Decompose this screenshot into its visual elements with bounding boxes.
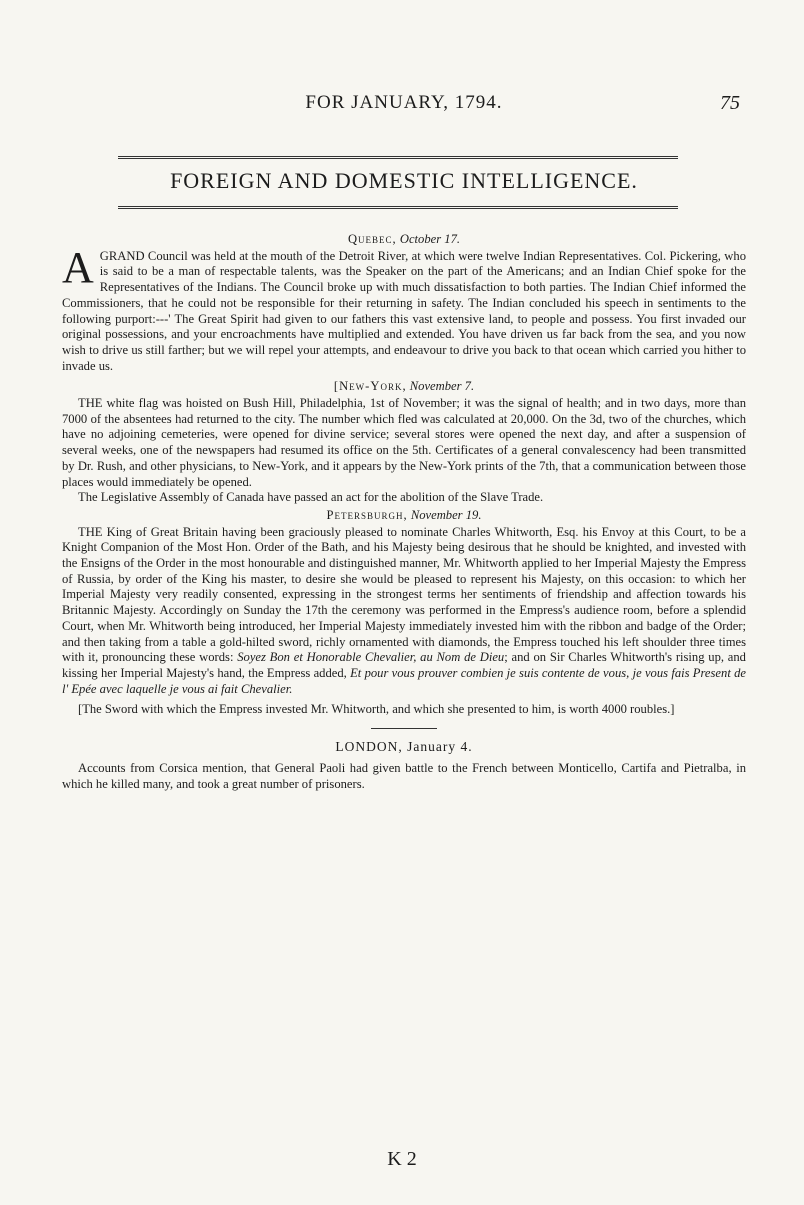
bottom-rule: [118, 206, 678, 209]
separator-rule: [371, 728, 437, 729]
running-head: [62, 92, 746, 122]
dateline-date: October 17.: [399, 232, 461, 246]
dateline-place: Quebec,: [347, 232, 397, 246]
french-quote-1: Soyez Bon et Honorable Chevalier, au Nom de Dieu: [237, 650, 505, 665]
drop-cap: A: [62, 242, 94, 292]
paragraph-petersburgh: [62, 525, 746, 698]
paragraph-text: THE King of Great Britain having been graciously pleased to nominate Charles Whitworth, Esq. his Envoy at this Court, to be a Knight Companion of the Most Hon. Order of the Bath, and his Majesty being desirous that he should be knighted, and invested with the Ensigns of the Order in the most honourable and distinguished manner, Mr. Whitworth applied to her Imperial Majesty the Empress of Russia, by order of the King his master, to desire she would be pleased to represent his Majesty, on this occasion: to which her Imperial Majesty very readily consented, expressing in the strongest terms her sentiments of friendship and affection towards his Britannic Majesty. Accordingly on Sunday the 17th the ceremony was performed in the Empress's audience room, before a splendid Court, when Mr. Whitworth being introduced, her Imperial Majesty immediately invested him with the ribbon and badge of the Order; and then taking from a table a gold-hilted sword, richly ornamented with diamonds, the Empress touched his left shoulder three times with it, pronouncing these words:: [62, 524, 746, 665]
dateline-place: Petersburgh,: [326, 507, 408, 522]
paragraph-new-york: THE white flag was hoisted on Bush Hill, Philadelphia, 1st of November; it was the signal of health; and in two days, more than 7000 of the absentees had returned to the city. The number which fled was calculated at 20,000. On the 3d, two of the churches, which have no adjoining cemeteries, were opened for divine service; several stores were opened the next day, and after a suspension of several weeks, one of the newspapers had resumed its office on the 5th. Certificates of a general convalescency had been transmitted by Dr. Rush, and other physicians, to New-York, and it appears by the New-York prints of the 7th, that a communication between those places would immediately be opened.: [62, 396, 746, 489]
paragraph-sword-note: [The Sword with which the Empress invested Mr. Whitworth, and which she presented to him, is worth 4000 roubles.]: [78, 702, 675, 717]
running-title: FOR JANUARY, 1794.: [305, 92, 503, 113]
paragraph-slave-trade: The Legislative Assembly of Canada have passed an act for the abolition of the Slave Trade.: [78, 490, 544, 505]
section-title: FOREIGN AND DOMESTIC INTELLIGENCE.: [170, 168, 638, 193]
dateline-new-york: [62, 379, 746, 395]
dateline-place: [New-York,: [333, 379, 407, 394]
french-quote-2: Et pour vous prouver combien je suis contente de vous, je vous fais Present de l' Epée avec laquelle je vous ai fait Chevalier.: [62, 665, 746, 696]
paragraph-text: GRAND Council was held at the mouth of the Detroit River, at which were twelve Indian Representatives. Col. Pickering, who is said to be a man of respectable talents, was the Speaker on the part of the Americans; and an Indian Chief spoke for the Representatives of the Indians. The Council broke up with much dissatisfaction to both parties. The Indian Chief informed the Commissioners, that he could not be responsible for their returning in safety. The Indian concluded his speech in sentiments to the following purport:---' The Great Spirit had given to our fathers this vast extensive land, to people and possess. You first invaded our original possessions, and your encroachments have multiplied and extended. You have driven us far back from the sea, and you now wish to drive us still farther; but we will repel your attempts, and endeavour to drive you back to that ocean which carried you hither to invade us.: [62, 248, 746, 373]
dateline-quebec: [62, 232, 746, 248]
paragraph-quebec: [62, 242, 746, 375]
dateline-date: November 7.: [409, 379, 475, 394]
dateline-london: LONDON, January 4.: [335, 739, 473, 755]
page-number: 75: [720, 92, 740, 114]
dateline-petersburgh: [62, 508, 746, 524]
paragraph-london: Accounts from Corsica mention, that General Paoli had given battle to the French between Monticello, Cartifa and Pietralba, in which he killed many, and took a great number of prisoners.: [62, 760, 746, 791]
dateline-date: November 19.: [410, 507, 482, 522]
paragraph-text-mid: ; and on Sir Charles Whitworth's rising up, and kissing her Imperial Majesty's hand, the Empress added,: [62, 650, 746, 680]
signature-mark: K 2: [387, 1148, 417, 1170]
top-rule: [118, 156, 678, 159]
article-body: [62, 232, 746, 792]
